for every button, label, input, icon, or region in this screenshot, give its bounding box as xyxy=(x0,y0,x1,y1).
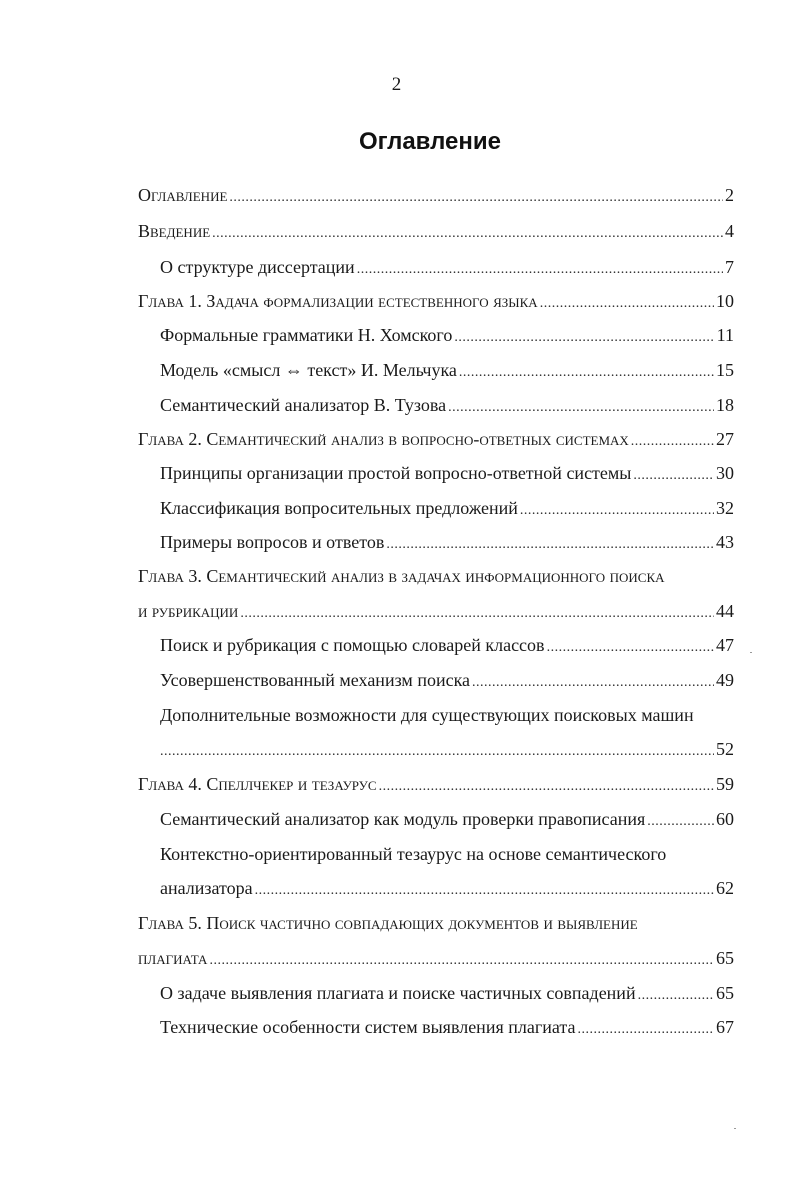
toc-entry-page: 60 xyxy=(716,809,734,829)
toc-entry-title: Введение xyxy=(138,221,211,241)
toc-entry-title: Классификация вопросительных предложений xyxy=(160,498,518,518)
toc-entry-title: Примеры вопросов и ответов xyxy=(160,532,385,552)
page-title: Оглавление xyxy=(359,128,501,155)
dot-leader xyxy=(212,223,723,245)
toc-entry-title-line1[interactable]: Дополнительные возможности для существующих поисковых машин xyxy=(160,705,694,725)
dot-leader xyxy=(647,811,714,833)
toc-entry[interactable] xyxy=(160,738,734,763)
toc-entry-page: 7 xyxy=(725,257,734,277)
toc-entry-page: 32 xyxy=(716,498,734,518)
toc-entry-title: Принципы организации простой вопросно-ответной системы xyxy=(160,463,632,483)
dot-leader xyxy=(379,776,714,798)
toc-entry-page: 4 xyxy=(725,221,734,241)
toc-entry-title: Глава 1. Задача формализации естественного языка xyxy=(138,291,538,311)
dot-leader xyxy=(633,465,714,487)
dot-leader xyxy=(209,950,714,972)
dot-leader xyxy=(448,397,714,419)
toc-entry-title: Семантический анализатор как модуль проверки правописания xyxy=(160,809,646,829)
dot-leader xyxy=(386,534,714,556)
toc-entry-title: Семантический анализатор В. Тузова xyxy=(160,395,447,415)
dot-leader xyxy=(255,880,714,902)
toc-entry-page: 67 xyxy=(716,1017,734,1037)
scan-speck xyxy=(750,652,752,653)
dot-leader xyxy=(472,672,714,694)
toc-entry-page: 65 xyxy=(716,983,734,1003)
toc-entry-title: Оглавление xyxy=(138,185,228,205)
dot-leader xyxy=(547,637,714,659)
toc-entry[interactable] xyxy=(160,324,734,349)
toc-entry-page: 30 xyxy=(716,463,734,483)
toc-entry[interactable] xyxy=(138,428,734,453)
toc-entry-title: О задаче выявления плагиата и поиске частичных совпадений xyxy=(160,983,636,1003)
toc-entry-title: Глава 4. Спеллчекер и тезаурус xyxy=(138,774,377,794)
toc-entry-page: 52 xyxy=(716,739,734,759)
dot-leader xyxy=(454,327,714,349)
dot-leader xyxy=(240,603,714,625)
scan-speck xyxy=(734,1128,736,1129)
dot-leader xyxy=(540,293,714,315)
toc-entry[interactable] xyxy=(138,600,734,625)
toc-entry-title: Усовершенствованный механизм поиска xyxy=(160,670,471,690)
toc-entry[interactable] xyxy=(160,359,734,384)
dot-leader xyxy=(577,1019,714,1041)
toc-entry[interactable] xyxy=(160,808,734,833)
dot-leader xyxy=(520,500,714,522)
toc-entry-title: О структуре диссертации xyxy=(160,257,355,277)
toc-entry[interactable] xyxy=(160,394,734,419)
toc-entry-title: анализатора xyxy=(160,878,253,898)
dot-leader xyxy=(631,431,714,453)
toc-entry-title: Технические особенности систем выявления плагиата xyxy=(160,1017,576,1037)
toc-entry-page: 65 xyxy=(716,948,734,968)
page-number: 2 xyxy=(391,74,402,95)
toc-entry-page: 27 xyxy=(716,429,734,449)
toc-entry-page: 11 xyxy=(716,325,734,345)
toc-entry-title: Поиск и рубрикация с помощью словарей классов xyxy=(160,635,545,655)
toc-entry-title-line1[interactable]: Глава 5. Поиск частично совпадающих документов и выявление xyxy=(138,913,638,933)
toc-entry[interactable] xyxy=(160,531,734,556)
toc-entry-page: 43 xyxy=(716,532,734,552)
toc-entry-page: 2 xyxy=(725,185,734,205)
toc-entry[interactable] xyxy=(138,947,734,972)
dot-leader xyxy=(229,187,723,209)
toc-entry-title: Модель «смысл ⇔ текст» И. Мельчука xyxy=(160,360,457,380)
toc-entry-title: Формальные грамматики Н. Хомского xyxy=(160,325,453,345)
toc-entry-page: 47 xyxy=(716,635,734,655)
toc-entry-page: 10 xyxy=(716,291,734,311)
toc-entry[interactable] xyxy=(160,1016,734,1041)
toc-entry[interactable] xyxy=(160,877,734,902)
toc-entry-title: и рубрикации xyxy=(138,601,239,621)
toc-entry-page: 49 xyxy=(716,670,734,690)
toc-entry-page: 44 xyxy=(716,601,734,621)
toc-entry[interactable] xyxy=(138,290,734,315)
toc-entry[interactable] xyxy=(160,669,734,694)
toc-entry-title: Глава 2. Семантический анализ в вопросно-ответных системах xyxy=(138,429,629,449)
dot-leader xyxy=(357,259,723,281)
toc-entry[interactable] xyxy=(138,773,734,798)
toc-entry[interactable] xyxy=(138,184,734,209)
toc-entry-page: 15 xyxy=(716,360,734,380)
toc-entry[interactable] xyxy=(138,220,734,245)
toc-entry[interactable] xyxy=(160,256,734,281)
dot-leader xyxy=(160,741,714,763)
dot-leader xyxy=(459,362,714,384)
toc-entry-page: 59 xyxy=(716,774,734,794)
toc-entry-title-line1[interactable]: Глава 3. Семантический анализ в задачах информационного поиска xyxy=(138,566,665,586)
toc-entry[interactable] xyxy=(160,634,734,659)
toc-entry-title: плагиата xyxy=(138,948,208,968)
toc-entry[interactable] xyxy=(160,462,734,487)
toc-entry-title-line1[interactable]: Контекстно-ориентированный тезаурус на основе семантического xyxy=(160,844,667,864)
toc-entry-page: 18 xyxy=(716,395,734,415)
dot-leader xyxy=(638,985,714,1007)
toc-entry-page: 62 xyxy=(716,878,734,898)
toc-entry[interactable] xyxy=(160,982,734,1007)
toc-entry[interactable] xyxy=(160,497,734,522)
